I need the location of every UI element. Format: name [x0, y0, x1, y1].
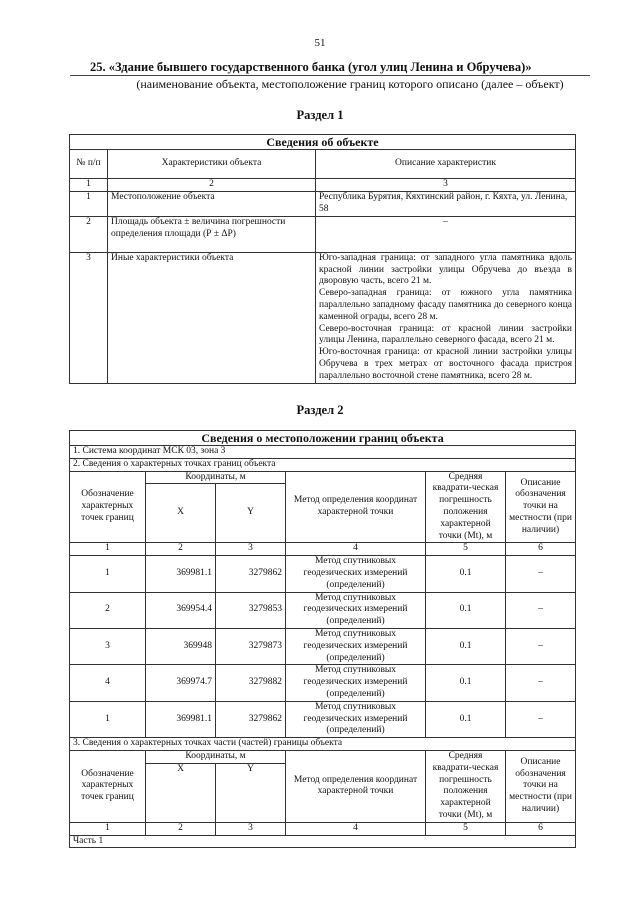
document-title: 25. «Здание бывшего государственного банка (угол улиц Ленина и Обручева)»	[90, 60, 532, 74]
coord-system: 1. Система координат МСК 03, зона 3	[70, 446, 576, 459]
col-number: 2	[108, 179, 316, 192]
point-error: 0.1	[426, 628, 506, 664]
document-subtitle: (наименование объекта, местоположение границ которого описано (далее – объект)	[136, 77, 564, 91]
row-description	[316, 252, 576, 383]
point-y: 3279862	[216, 701, 286, 737]
col-number: 1	[70, 179, 108, 192]
row-number: 3	[70, 252, 108, 383]
header-x: X	[146, 484, 216, 543]
point-id: 1	[70, 701, 146, 737]
section1-heading: Раздел 1	[296, 108, 344, 122]
col-number: 6	[506, 822, 576, 835]
col-number: 3	[216, 543, 286, 556]
parts-header-error: Средняя квадрати-ческая погрешность положения характерной точки (Мt), м	[426, 750, 506, 822]
header-description: Описание характеристик	[316, 150, 576, 179]
col-number: 5	[426, 543, 506, 556]
point-error: 0.1	[426, 556, 506, 592]
point-x: 369981.1	[146, 556, 216, 592]
boundary-northwest: Северо-западная граница: от южного угла памятника параллельно западному фасаду памятника до северного конца каменной ограды, всего 28 м.	[319, 288, 572, 322]
table-row	[70, 665, 576, 701]
col-number: 4	[286, 822, 426, 835]
parts-header-designation: Обозначение характерных точек границ	[70, 750, 146, 822]
col-number: 1	[70, 543, 146, 556]
point-y: 3279882	[216, 665, 286, 701]
header-num: № п/п	[70, 150, 108, 179]
point-description: –	[506, 556, 576, 592]
col-number: 4	[286, 543, 426, 556]
header-characteristics: Характеристики объекта	[108, 150, 316, 179]
point-error: 0.1	[426, 701, 506, 737]
header-y: Y	[216, 484, 286, 543]
boundary-northeast: Северо-восточная граница: от красной линии застройки улицы Ленина, параллельно северного фасада, всего 21 м.	[319, 323, 572, 346]
header-error: Средняя квадрати-ческая погрешность положения характерной точки (Мt), м	[426, 471, 506, 543]
col-number: 1	[70, 822, 146, 835]
row-number: 2	[70, 216, 108, 252]
point-x: 369954.4	[146, 592, 216, 628]
point-description: –	[506, 592, 576, 628]
table-row	[70, 701, 576, 737]
point-x: 369981.1	[146, 701, 216, 737]
col-number: 3	[316, 179, 576, 192]
point-y: 3279853	[216, 592, 286, 628]
point-description: –	[506, 665, 576, 701]
table-row	[70, 628, 576, 664]
point-method: Метод спутниковых геодезических измерений (определений)	[286, 592, 426, 628]
boundary-southeast: Юго-восточная граница: от красной линии застройки улицы Обручева в трех метрах от восточного фасада пристроя параллельно восточной стене памятника, всего 28 м.	[319, 347, 572, 381]
row-description: –	[316, 216, 576, 252]
header-coords: Координаты, м	[146, 471, 286, 484]
boundary-southwest: Юго-западная граница: от западного угла памятника вдоль красной линии застройки улицы Обручева до въезда в дворовую часть, всего 21 м.	[319, 252, 572, 287]
parts-heading: 3. Сведения о характерных точках части (частей) границы объекта	[70, 738, 576, 751]
point-id: 2	[70, 592, 146, 628]
table-row	[70, 252, 576, 383]
header-point-description: Описание обозначения точки на местности (при наличии)	[506, 471, 576, 543]
row-name: Иные характеристики объекта	[108, 252, 316, 383]
point-method: Метод спутниковых геодезических измерений (определений)	[286, 665, 426, 701]
point-x: 369974.7	[146, 665, 216, 701]
parts-header-coords: Координаты, м	[146, 750, 286, 763]
object-info-table	[69, 134, 576, 384]
col-number: 2	[146, 543, 216, 556]
table-row	[70, 556, 576, 592]
col-number: 3	[216, 822, 286, 835]
point-id: 4	[70, 665, 146, 701]
col-number: 2	[146, 822, 216, 835]
parts-header-method: Метод определения координат характерной точки	[286, 750, 426, 822]
table-row	[70, 216, 576, 252]
row-description: Республика Бурятия, Кяхтинский район, г. Кяхта, ул. Ленина, 58	[316, 191, 576, 216]
point-error: 0.1	[426, 665, 506, 701]
parts-header-y: Y	[216, 763, 286, 822]
section2-table-title: Сведения о местоположении границ объекта	[70, 431, 576, 446]
point-y: 3279873	[216, 628, 286, 664]
col-number: 6	[506, 543, 576, 556]
row-name: Местоположение объекта	[108, 191, 316, 216]
point-id: 3	[70, 628, 146, 664]
point-method: Метод спутниковых геодезических измерений (определений)	[286, 628, 426, 664]
section1-table-title: Сведения об объекте	[70, 135, 576, 150]
boundary-points-table	[69, 430, 576, 848]
point-y: 3279862	[216, 556, 286, 592]
row-number: 1	[70, 191, 108, 216]
part-label: Часть 1	[70, 835, 576, 848]
point-id: 1	[70, 556, 146, 592]
point-description: –	[506, 628, 576, 664]
point-method: Метод спутниковых геодезических измерений (определений)	[286, 556, 426, 592]
parts-header-point-description: Описание обозначения точки на местности (при наличии)	[506, 750, 576, 822]
page-number: 51	[314, 37, 326, 49]
points-heading: 2. Сведения о характерных точках границ объекта	[70, 458, 576, 471]
parts-header-x: X	[146, 763, 216, 822]
table-row	[70, 191, 576, 216]
title-underline	[70, 75, 590, 76]
section2-heading: Раздел 2	[296, 403, 344, 417]
col-number: 5	[426, 822, 506, 835]
header-designation: Обозначение характерных точек границ	[70, 471, 146, 543]
point-description: –	[506, 701, 576, 737]
header-method: Метод определения координат характерной точки	[286, 471, 426, 543]
row-name: Площадь объекта ± величина погрешности определения площади (Р ± ΔР)	[108, 216, 316, 252]
point-error: 0.1	[426, 592, 506, 628]
point-method: Метод спутниковых геодезических измерений (определений)	[286, 701, 426, 737]
table-row	[70, 592, 576, 628]
point-x: 369948	[146, 628, 216, 664]
